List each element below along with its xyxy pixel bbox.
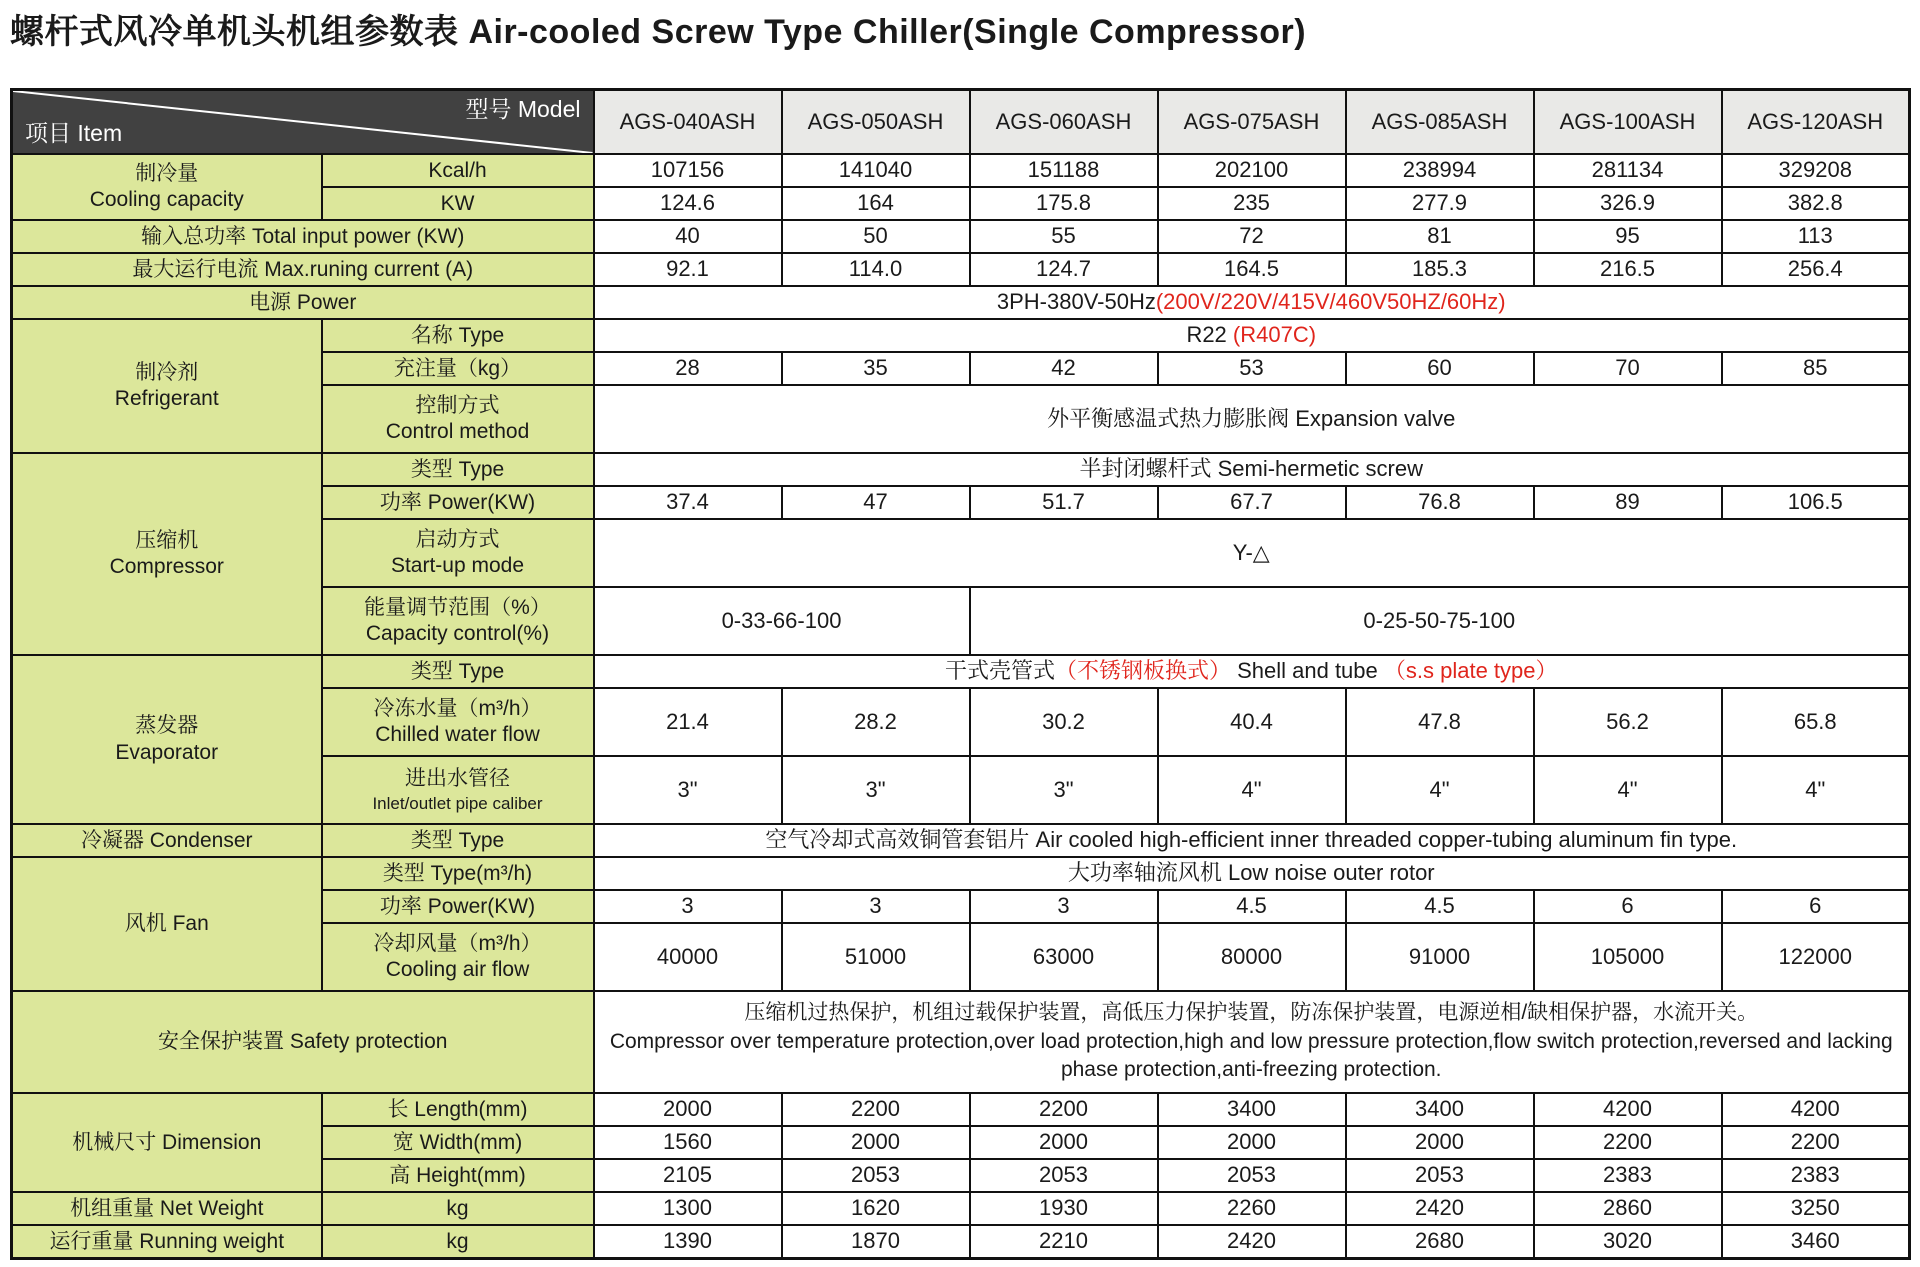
refrigerant-type-value <box>594 319 1910 352</box>
row-power-supply <box>12 286 1910 319</box>
value-cell: 3" <box>970 756 1158 824</box>
value-cell: 2053 <box>782 1159 970 1192</box>
evaporator-type-value <box>594 655 1910 688</box>
value-cell: 1620 <box>782 1192 970 1225</box>
value-cell: 2420 <box>1346 1192 1534 1225</box>
control-method-en: Control method <box>385 420 530 443</box>
value-cell: 50 <box>782 220 970 253</box>
value-cell: 63000 <box>970 923 1158 991</box>
value-cell: 53 <box>1158 352 1346 385</box>
capacity-control-right: 0-25-50-75-100 <box>970 587 1910 655</box>
row-total-input-power <box>12 220 1910 253</box>
value-cell: 1930 <box>970 1192 1158 1225</box>
refrigerant-type-red: (R407C) <box>1232 322 1317 348</box>
value-cell: 72 <box>1158 220 1346 253</box>
value-cell: 40 <box>594 220 782 253</box>
chilled-water-flow-cn: 冷冻水量（m³/h） <box>373 696 542 720</box>
value-cell: 114.0 <box>782 253 970 286</box>
value-cell: 6 <box>1722 890 1910 923</box>
value-cell: 202100 <box>1158 154 1346 187</box>
value-cell: 60 <box>1346 352 1534 385</box>
group-fan: 风机 Fan <box>12 857 322 991</box>
model-header: AGS-060ASH <box>970 90 1158 155</box>
fan-type-value: 大功率轴流风机 Low noise outer rotor <box>594 857 1910 890</box>
value-cell: 6 <box>1534 890 1722 923</box>
refrigerant-charge-label: 充注量（kg） <box>322 352 594 385</box>
value-cell: 80000 <box>1158 923 1346 991</box>
value-cell: 4200 <box>1534 1093 1722 1126</box>
condenser-type-value: 空气冷却式高效铜管套铝片 Air cooled high-efficient inner threaded copper-tubing aluminum fin type. <box>594 824 1910 857</box>
value-cell: 28 <box>594 352 782 385</box>
value-cell: 3 <box>594 890 782 923</box>
value-cell: 2860 <box>1534 1192 1722 1225</box>
value-cell: 3 <box>970 890 1158 923</box>
row-condenser <box>12 824 1910 857</box>
control-method-value: 外平衡感温式热力膨胀阀 Expansion valve <box>594 385 1910 453</box>
group-label-cn: 压缩机 <box>135 528 199 552</box>
value-cell: 30.2 <box>970 688 1158 756</box>
value-cell: 4.5 <box>1346 890 1534 923</box>
evap-type-red2: （s.s plate type） <box>1383 658 1558 684</box>
value-cell: 3460 <box>1722 1225 1910 1258</box>
safety-protection-value <box>594 991 1910 1093</box>
value-cell: 4.5 <box>1158 890 1346 923</box>
fan-power-label: 功率 Power(KW) <box>322 890 594 923</box>
group-refrigerant <box>12 319 322 453</box>
pipe-caliber-label <box>322 756 594 824</box>
value-cell: 277.9 <box>1346 187 1534 220</box>
value-cell: 1390 <box>594 1225 782 1258</box>
net-weight-unit: kg <box>322 1192 594 1225</box>
value-cell: 329208 <box>1722 154 1910 187</box>
value-cell: 175.8 <box>970 187 1158 220</box>
row-evaporator-type <box>12 655 1910 688</box>
chilled-water-flow-en: Chilled water flow <box>375 723 540 746</box>
value-cell: 2420 <box>1158 1225 1346 1258</box>
model-header: AGS-120ASH <box>1722 90 1910 155</box>
value-cell: 164.5 <box>1158 253 1346 286</box>
safety-line-cn: 压缩机过热保护，机组过载保护装置，高低压力保护装置，防冻保护装置，电源逆相/缺相保护器，水流开关。 <box>744 1001 1759 1025</box>
value-cell: 105000 <box>1534 923 1722 991</box>
row-cooling-kcal <box>12 154 1910 187</box>
control-method-cn: 控制方式 <box>415 393 500 417</box>
value-cell: 89 <box>1534 486 1722 519</box>
value-cell: 42 <box>970 352 1158 385</box>
value-cell: 92.1 <box>594 253 782 286</box>
power-supply-black: 3PH-380V-50Hz <box>996 289 1156 315</box>
value-cell: 122000 <box>1722 923 1910 991</box>
group-label-en: Compressor <box>109 555 224 578</box>
value-cell: 4" <box>1346 756 1534 824</box>
value-cell: 382.8 <box>1722 187 1910 220</box>
group-dimension: 机械尺寸 Dimension <box>12 1093 322 1192</box>
value-cell: 76.8 <box>1346 486 1534 519</box>
value-cell: 2200 <box>1722 1126 1910 1159</box>
capacity-control-left: 0-33-66-100 <box>594 587 970 655</box>
value-cell: 2000 <box>1346 1126 1534 1159</box>
capacity-control-cn: 能量调节范围（%） <box>364 595 551 619</box>
value-cell: 4200 <box>1722 1093 1910 1126</box>
group-label-en: Cooling capacity <box>89 188 244 211</box>
value-cell: 216.5 <box>1534 253 1722 286</box>
value-cell: 2053 <box>970 1159 1158 1192</box>
safety-line-en: Compressor over temperature protection,over load protection,high and low pressure protection,flow switch protection,reversed and lacking phase protection,anti-freezing protection. <box>609 1029 1893 1082</box>
corner-box <box>13 91 593 153</box>
value-cell: 2383 <box>1722 1159 1910 1192</box>
value-cell: 4" <box>1534 756 1722 824</box>
value-cell: 67.7 <box>1158 486 1346 519</box>
control-method-label <box>322 385 594 453</box>
value-cell: 107156 <box>594 154 782 187</box>
value-cell: 40.4 <box>1158 688 1346 756</box>
value-cell: 3250 <box>1722 1192 1910 1225</box>
evaporator-type-label: 类型 Type <box>322 655 594 688</box>
value-cell: 124.7 <box>970 253 1158 286</box>
value-cell: 3400 <box>1346 1093 1534 1126</box>
group-label-cn: 制冷剂 <box>135 360 199 384</box>
evap-type-red1: （不锈钢板换式） <box>1054 658 1231 684</box>
value-cell: 4" <box>1158 756 1346 824</box>
value-cell: 3" <box>594 756 782 824</box>
refrigerant-type-label: 名称 Type <box>322 319 594 352</box>
startup-mode-value: Y-△ <box>594 519 1910 587</box>
value-cell: 141040 <box>782 154 970 187</box>
fan-type-label: 类型 Type(m³/h) <box>322 857 594 890</box>
evap-type-black2: Shell and tube <box>1230 658 1384 684</box>
header-row <box>12 90 1910 155</box>
row-max-running-current <box>12 253 1910 286</box>
group-compressor <box>12 453 322 655</box>
width-label: 宽 Width(mm) <box>322 1126 594 1159</box>
value-cell: 2200 <box>782 1093 970 1126</box>
value-cell: 55 <box>970 220 1158 253</box>
value-cell: 4" <box>1722 756 1910 824</box>
value-cell: 2105 <box>594 1159 782 1192</box>
value-cell: 2000 <box>594 1093 782 1126</box>
value-cell: 2680 <box>1346 1225 1534 1258</box>
value-cell: 21.4 <box>594 688 782 756</box>
row-net-weight <box>12 1192 1910 1225</box>
value-cell: 1560 <box>594 1126 782 1159</box>
capacity-control-label <box>322 587 594 655</box>
value-cell: 70 <box>1534 352 1722 385</box>
startup-mode-en: Start-up mode <box>390 554 525 577</box>
compressor-type-value: 半封闭螺杆式 Semi-hermetic screw <box>594 453 1910 486</box>
model-header: AGS-100ASH <box>1534 90 1722 155</box>
value-cell: 2200 <box>1534 1126 1722 1159</box>
value-cell: 185.3 <box>1346 253 1534 286</box>
power-supply-red: (200V/220V/415V/460V50HZ/60Hz) <box>1155 289 1506 315</box>
group-condenser: 冷凝器 Condenser <box>12 824 322 857</box>
value-cell: 281134 <box>1534 154 1722 187</box>
value-cell: 151188 <box>970 154 1158 187</box>
group-label-en: Refrigerant <box>114 387 219 410</box>
unit-kw-label: KW <box>322 187 594 220</box>
value-cell: 2383 <box>1534 1159 1722 1192</box>
value-cell: 238994 <box>1346 154 1534 187</box>
row-running-weight <box>12 1225 1910 1258</box>
page-title: 螺杆式风冷单机头机组参数表 Air-cooled Screw Type Chiller(Single Compressor) <box>10 13 1307 51</box>
value-cell: 3" <box>782 756 970 824</box>
value-cell: 1870 <box>782 1225 970 1258</box>
row-compressor-type <box>12 453 1910 486</box>
value-cell: 2000 <box>970 1126 1158 1159</box>
running-weight-unit: kg <box>322 1225 594 1258</box>
group-label-cn: 蒸发器 <box>135 714 199 738</box>
corner-model-label: 型号 Model <box>465 96 581 122</box>
max-running-current-label: 最大运行电流 Max.runing current (A) <box>12 253 594 286</box>
value-cell: 3400 <box>1158 1093 1346 1126</box>
row-fan-type <box>12 857 1910 890</box>
value-cell: 95 <box>1534 220 1722 253</box>
net-weight-label: 机组重量 Net Weight <box>12 1192 322 1225</box>
value-cell: 164 <box>782 187 970 220</box>
unit-kcal-label: Kcal/h <box>322 154 594 187</box>
length-label: 长 Length(mm) <box>322 1093 594 1126</box>
refrigerant-type-black: R22 <box>1186 322 1233 348</box>
group-label-cn: 制冷量 <box>135 161 199 185</box>
capacity-control-en: Capacity control(%) <box>365 622 550 645</box>
value-cell: 2260 <box>1158 1192 1346 1225</box>
value-cell: 47.8 <box>1346 688 1534 756</box>
pipe-caliber-en: Inlet/outlet pipe caliber <box>372 793 543 813</box>
power-supply-label: 电源 Power <box>12 286 594 319</box>
row-refrigerant-type <box>12 319 1910 352</box>
value-cell: 2000 <box>1158 1126 1346 1159</box>
value-cell: 65.8 <box>1722 688 1910 756</box>
pipe-caliber-cn: 进出水管径 <box>405 767 510 791</box>
model-header: AGS-075ASH <box>1158 90 1346 155</box>
value-cell: 85 <box>1722 352 1910 385</box>
value-cell: 40000 <box>594 923 782 991</box>
value-cell: 28.2 <box>782 688 970 756</box>
model-header: AGS-085ASH <box>1346 90 1534 155</box>
value-cell: 3020 <box>1534 1225 1722 1258</box>
compressor-type-label: 类型 Type <box>322 453 594 486</box>
evap-type-black1: 干式壳管式 <box>944 658 1055 684</box>
power-supply-value <box>594 286 1910 319</box>
value-cell: 2053 <box>1346 1159 1534 1192</box>
chilled-water-flow-label <box>322 688 594 756</box>
value-cell: 106.5 <box>1722 486 1910 519</box>
running-weight-label: 运行重量 Running weight <box>12 1225 322 1258</box>
value-cell: 2053 <box>1158 1159 1346 1192</box>
value-cell: 91000 <box>1346 923 1534 991</box>
group-cooling-capacity <box>12 154 322 220</box>
value-cell: 3 <box>782 890 970 923</box>
total-input-power-label: 输入总功率 Total input power (KW) <box>12 220 594 253</box>
startup-mode-cn: 启动方式 <box>415 527 500 551</box>
value-cell: 37.4 <box>594 486 782 519</box>
value-cell: 113 <box>1722 220 1910 253</box>
spec-table <box>10 88 1911 1260</box>
model-header: AGS-050ASH <box>782 90 970 155</box>
row-length <box>12 1093 1910 1126</box>
value-cell: 256.4 <box>1722 253 1910 286</box>
startup-mode-label <box>322 519 594 587</box>
value-cell: 326.9 <box>1534 187 1722 220</box>
condenser-type-label: 类型 Type <box>322 824 594 857</box>
value-cell: 124.6 <box>594 187 782 220</box>
cooling-air-flow-label <box>322 923 594 991</box>
value-cell: 2200 <box>970 1093 1158 1126</box>
cooling-air-flow-cn: 冷却风量（m³/h） <box>373 931 542 955</box>
compressor-power-label: 功率 Power(KW) <box>322 486 594 519</box>
corner-item-label: 项目 Item <box>25 120 123 147</box>
value-cell: 2000 <box>782 1126 970 1159</box>
value-cell: 81 <box>1346 220 1534 253</box>
value-cell: 1300 <box>594 1192 782 1225</box>
value-cell: 51.7 <box>970 486 1158 519</box>
safety-protection-label: 安全保护装置 Safety protection <box>12 991 594 1093</box>
row-safety-protection <box>12 991 1910 1093</box>
model-header: AGS-040ASH <box>594 90 782 155</box>
cooling-air-flow-en: Cooling air flow <box>385 958 530 981</box>
value-cell: 235 <box>1158 187 1346 220</box>
corner-cell <box>12 90 594 155</box>
value-cell: 35 <box>782 352 970 385</box>
group-label-en: Evaporator <box>115 740 219 764</box>
height-label: 高 Height(mm) <box>322 1159 594 1192</box>
group-evaporator <box>12 655 322 824</box>
value-cell: 2210 <box>970 1225 1158 1258</box>
value-cell: 56.2 <box>1534 688 1722 756</box>
value-cell: 51000 <box>782 923 970 991</box>
value-cell: 47 <box>782 486 970 519</box>
